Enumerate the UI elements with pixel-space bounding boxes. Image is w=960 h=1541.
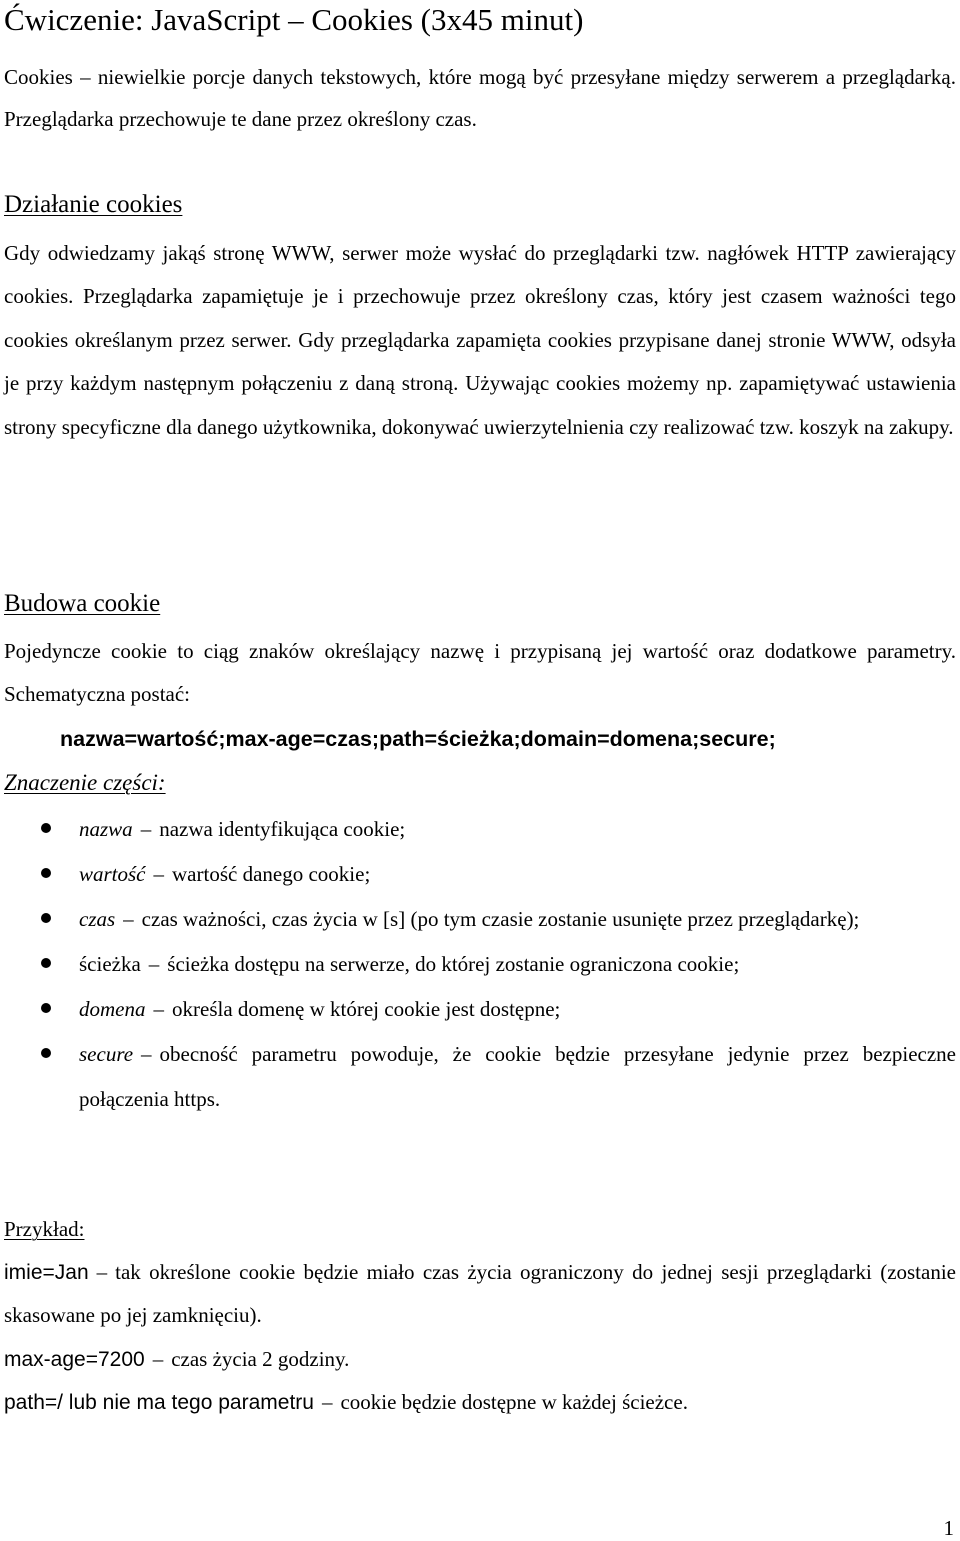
item-dash: – (123, 907, 134, 931)
item-desc: określa domenę w której cookie jest dostępne; (172, 997, 561, 1021)
section-heading-budowa: Budowa cookie (4, 590, 161, 617)
list-item (0, 807, 960, 852)
item-desc: ścieżka dostępu na serwerze, do której zostanie ograniczona cookie; (167, 952, 740, 976)
list-item (0, 897, 960, 942)
list-item (0, 942, 960, 987)
item-term: czas (79, 907, 116, 931)
item-dash: – (141, 1042, 152, 1066)
section-budowa-text: Pojedyncze cookie to ciąg znaków określający nazwę i przypisaną jej wartość oraz dodatkowe parametry. Schematyczna postać: (4, 639, 956, 707)
example-line (4, 1338, 956, 1381)
item-term: nazwa (79, 817, 133, 841)
example-text: cookie będzie dostępne w każdej ścieżce. (340, 1390, 688, 1414)
item-term: ścieżka (79, 952, 141, 976)
item-desc: nazwa identyfikująca cookie; (159, 817, 406, 841)
bullet-icon (41, 1048, 51, 1058)
cookie-schema: nazwa=wartość;max-age=czas;path=ścieżka;domain=domena;secure; (60, 727, 776, 751)
document-title: Ćwiczenie: JavaScript – Cookies (3x45 minut) (4, 2, 584, 37)
bullet-icon (41, 868, 51, 878)
list-item (0, 1032, 960, 1122)
item-term: secure (79, 1042, 134, 1066)
item-dash: – (148, 952, 160, 976)
bullet-icon (41, 1003, 51, 1013)
item-dash: – (153, 997, 164, 1021)
intro-paragraph: Cookies – niewielkie porcje danych tekstowych, które mogą być przesyłane między serwerem a przeglądarką. Przeglądarka przechowuje te dane przez określony czas. (4, 65, 956, 131)
item-desc: wartość danego cookie; (172, 862, 371, 886)
example-code: imie=Jan (4, 1261, 89, 1284)
example-line (4, 1251, 956, 1337)
meaning-heading: Znaczenie części: (4, 770, 166, 795)
section-heading-dzialanie: Działanie cookies (4, 191, 183, 218)
example-text: tak określone cookie będzie miało czas życia ograniczony do jednej sesji przeglądarki (zostanie skasowane po jej zamknięciu). (4, 1260, 956, 1327)
item-term: domena (79, 997, 146, 1021)
item-term: wartość (79, 862, 146, 886)
item-desc: obecność parametru powoduje, że cookie będzie przesyłane jedynie przez bezpieczne połączenia https. (79, 1042, 956, 1111)
example-line (4, 1381, 956, 1424)
example-dash: – (152, 1347, 164, 1371)
example-text: czas życia 2 godziny. (171, 1347, 350, 1371)
example-dash: – (96, 1260, 108, 1284)
example-code: path=/ lub nie ma tego parametru (4, 1391, 314, 1414)
item-dash: – (153, 862, 165, 886)
bullet-icon (41, 958, 51, 968)
meaning-list (0, 807, 960, 1122)
example-dash: – (321, 1390, 333, 1414)
item-desc: czas ważności, czas życia w [s] (po tym czasie zostanie usunięte przez przeglądarkę); (141, 907, 860, 931)
bullet-icon (41, 913, 51, 923)
section-dzialanie-text: Gdy odwiedzamy jakąś stronę WWW, serwer może wysłać do przeglądarki tzw. nagłówek HTTP zawierający cookies. Przeglądarka zapamiętuje je i przechowuje przez określony czas, który jest czasem ważności tego cookies określanym przez serwer. Gdy przeglądarka zapamięta cookies przypisane danej stronie WWW, odsyła je przy każdym następnym połączeniu z daną stroną. Używając cookies możemy np. zapamiętywać ustawienia strony specyficzne dla danego użytkownika, dokonywać uwierzytelnienia czy realizować tzw. koszyk na zakupy. (4, 241, 956, 439)
page-number: 1 (943, 1516, 954, 1540)
bullet-icon (41, 823, 51, 833)
list-item (0, 987, 960, 1032)
list-item (0, 852, 960, 897)
item-dash: – (140, 817, 152, 841)
example-heading: Przykład: (4, 1217, 85, 1241)
example-code: max-age=7200 (4, 1348, 145, 1371)
